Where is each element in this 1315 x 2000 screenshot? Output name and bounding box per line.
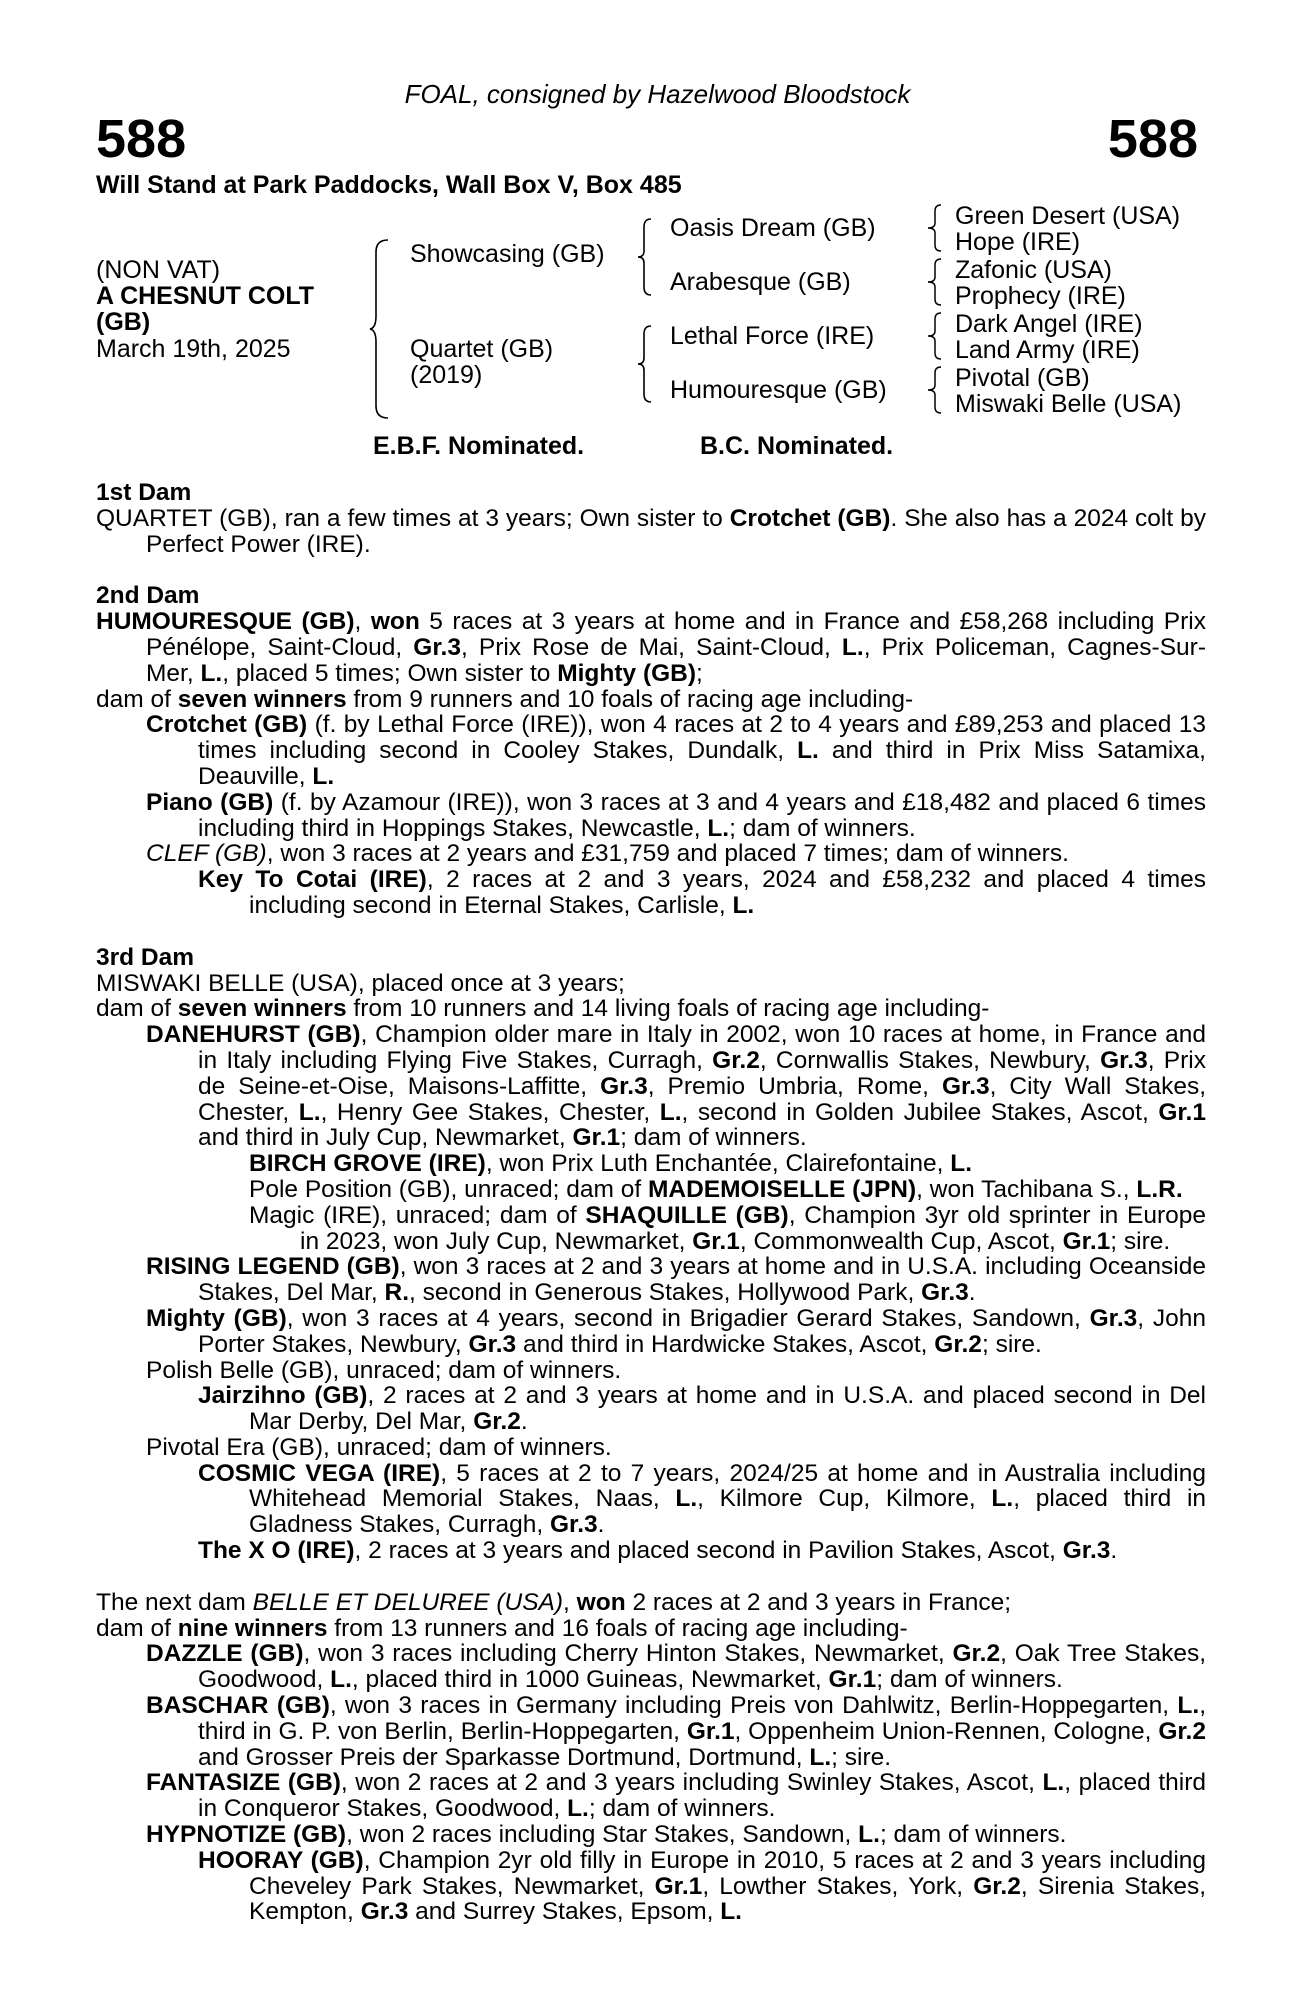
section-heading: 3rd Dam (96, 943, 195, 971)
pedigree-brace-sire (636, 217, 654, 297)
foal-entry: Pivotal Era (GB), unraced; dam of winners. (146, 1433, 612, 1461)
foal-entry: FANTASIZE (GB), won 2 races at 2 and 3 years including Swinley Stakes, Ascot, L., placed third in Conqueror Stakes, Goodwood, L.; dam of winners. (146, 1769, 1206, 1823)
ssd: Hope (IRE) (955, 228, 1081, 256)
sire-sire: Oasis Dream (GB) (670, 214, 876, 242)
dam4-paragraph: The next dam BELLE ET DELUREE (USA), won 2 races at 2 and 3 years in France; (96, 1588, 1012, 1616)
dam3-paragraph: MISWAKI BELLE (USA), placed once at 3 years; (96, 969, 625, 997)
horse-name: A CHESNUT COLT (96, 282, 315, 310)
dsd: Land Army (IRE) (955, 336, 1140, 364)
next-dam-section (96, 1590, 1206, 1925)
dam2-paragraph: HUMOURESQUE (GB), won 5 races at 3 years at home and in France and £58,268 including Prix Pénélope, Saint-Cloud, Gr.3, Prix Rose de Mai, Saint-Cloud, L., Prix Policeman, Cagnes-Sur-Mer, L., placed 5 times; Own sister to Mighty (GB); (96, 608, 1206, 687)
dam-foaled: (2019) (410, 361, 483, 389)
pedigree-brace-main (368, 238, 392, 420)
sire-name: Showcasing (GB) (410, 240, 605, 268)
dam3-produce-line: dam of seven winners from 10 runners and 14 living foals of racing age including- (96, 995, 990, 1023)
first-dam-section (96, 480, 1206, 557)
sire-dam: Arabesque (GB) (670, 268, 851, 296)
pedigree-brace-sd (926, 257, 944, 307)
foal-entry: CLEF (GB), won 3 races at 2 years and £31,759 and placed 7 times; dam of winners. (146, 840, 1069, 868)
third-dam-section (96, 945, 1206, 1564)
dss: Dark Angel (IRE) (955, 310, 1143, 338)
bc-nominated: B.C. Nominated. (700, 432, 894, 460)
foal-entry: BIRCH GROVE (IRE), won Prix Luth Enchantée, Clairefontaine, L. (249, 1150, 973, 1178)
foal-entry: DAZZLE (GB), won 3 races including Cherry Hinton Stakes, Newmarket, Gr.2, Oak Tree Stakes, Goodwood, L., placed third in 1000 Guineas, Newmarket, Gr.1; dam of winners. (146, 1640, 1206, 1694)
consignor-line: FOAL, consigned by Hazelwood Bloodstock (404, 79, 911, 109)
ebf-nominated: E.B.F. Nominated. (373, 432, 585, 460)
sdd: Prophecy (IRE) (955, 282, 1126, 310)
dam-name: Quartet (GB) (410, 335, 554, 363)
foal-entry: Magic (IRE), unraced; dam of SHAQUILLE (GB), Champion 3yr old sprinter in Europe in 2023, won July Cup, Newmarket, Gr.1, Commonwealth Cup, Ascot, Gr.1; sire. (249, 1201, 1206, 1255)
horse-country: (GB) (96, 308, 151, 336)
stand-location: Will Stand at Park Paddocks, Wall Box V, Box 485 (96, 171, 682, 199)
foal-entry: Mighty (GB), won 3 races at 4 years, second in Brigadier Gerard Stakes, Sandown, Gr.3, John Porter Stakes, Newbury, Gr.3 and third in Hardwicke Stakes, Ascot, Gr.2; sire. (146, 1304, 1206, 1358)
foal-entry: COSMIC VEGA (IRE), 5 races at 2 to 7 years, 2024/25 at home and in Australia including Whitehead Memorial Stakes, Naas, L., Kilmore Cup, Kilmore, L., placed third in Gladness Stakes, Curragh, Gr.3. (198, 1459, 1207, 1539)
dam4-produce-line: dam of nine winners from 13 runners and 16 foals of racing age including- (96, 1614, 908, 1642)
pedigree-brace-ss (926, 203, 944, 253)
section-heading: 2nd Dam (96, 582, 200, 610)
foal-entry: The X O (IRE), 2 races at 3 years and placed second in Pavilion Stakes, Ascot, Gr.3. (198, 1537, 1118, 1565)
second-dam-section (96, 583, 1206, 918)
dam-sire: Lethal Force (IRE) (670, 322, 875, 350)
pedigree-brace-dam (636, 324, 654, 404)
foal-entry: Polish Belle (GB), unraced; dam of winners. (146, 1356, 622, 1384)
ddd: Miswaki Belle (USA) (955, 390, 1182, 418)
foal-entry: Pole Position (GB), unraced; dam of MADEMOISELLE (JPN), won Tachibana S., L.R. (249, 1175, 1183, 1203)
foal-entry: Key To Cotai (IRE), 2 races at 2 and 3 years, 2024 and £58,232 and placed 4 times including second in Eternal Stakes, Carlisle, L. (198, 866, 1207, 919)
lot-number-right: 588 (1107, 109, 1198, 169)
sds: Zafonic (USA) (955, 256, 1112, 284)
dam1-paragraph: QUARTET (GB), ran a few times at 3 years; Own sister to Crotchet (GB). She also has a 2024 colt by Perfect Power (IRE). (96, 504, 1206, 558)
dds: Pivotal (GB) (955, 364, 1090, 392)
foal-entry: DANEHURST (GB), Champion older mare in Italy in 2002, won 10 races at home, in France and in Italy including Flying Five Stakes, Curragh, Gr.2, Cornwallis Stakes, Newbury, Gr.3, Prix de Seine-et-Oise, Maisons-Laffitte, Gr.3, Premio Umbria, Rome, Gr.3, City Wall Stakes, Chester, L., Henry Gee Stakes, Chester, L., second in Golden Jubilee Stakes, Ascot, Gr.1 and third in July Cup, Newmarket, Gr.1; dam of winners. (146, 1021, 1207, 1152)
dam2-produce-line: dam of seven winners from 9 runners and 10 foals of racing age including- (96, 685, 914, 713)
sss: Green Desert (USA) (955, 202, 1181, 230)
foal-entry: Jairzihno (GB), 2 races at 2 and 3 years at home and in U.S.A. and placed second in Del Mar Derby, Del Mar, Gr.2. (198, 1382, 1206, 1436)
pedigree-brace-dd (926, 365, 944, 415)
foal-entry: HYPNOTIZE (GB), won 2 races including Star Stakes, Sandown, L.; dam of winners. (146, 1821, 1067, 1849)
dam-dam: Humouresque (GB) (670, 376, 887, 404)
vat-status: (NON VAT) (96, 256, 221, 284)
foal-entry: HOORAY (GB), Champion 2yr old filly in Europe in 2010, 5 races at 2 and 3 years including Cheveley Park Stakes, Newmarket, Gr.1, Lowther Stakes, York, Gr.2, Sirenia Stakes, Kempton, Gr.3 and Surrey Stakes, Epsom, L. (198, 1846, 1207, 1926)
section-heading: 1st Dam (96, 479, 192, 506)
foaling-date: March 19th, 2025 (96, 335, 291, 363)
foal-entry: Piano (GB) (f. by Azamour (IRE)), won 3 races at 3 and 4 years and £18,482 and placed 6 times including third in Hoppings Stakes, Newcastle, L.; dam of winners. (146, 788, 1206, 842)
lot-number-left: 588 (96, 109, 187, 169)
foal-entry: BASCHAR (GB), won 3 races in Germany including Preis von Dahlwitz, Berlin-Hoppegarten, L., third in G. P. von Berlin, Berlin-Hoppegarten, Gr.1, Oppenheim Union-Rennen, Cologne, Gr.2 and Grosser Preis der Sparkasse Dortmund, Dortmund, L.; sire. (146, 1692, 1206, 1771)
catalogue-body (96, 480, 1206, 1925)
foal-entry: Crotchet (GB) (f. by Lethal Force (IRE)), won 4 races at 2 to 4 years and £89,253 and placed 13 times including second in Cooley Stakes, Dundalk, L. and third in Prix Miss Satamixa, Deauville, L. (146, 711, 1206, 790)
foal-entry: RISING LEGEND (GB), won 3 races at 2 and 3 years at home and in U.S.A. including Oceanside Stakes, Del Mar, R., second in Generous Stakes, Hollywood Park, Gr.3. (146, 1253, 1206, 1307)
pedigree-brace-ds (926, 311, 944, 361)
